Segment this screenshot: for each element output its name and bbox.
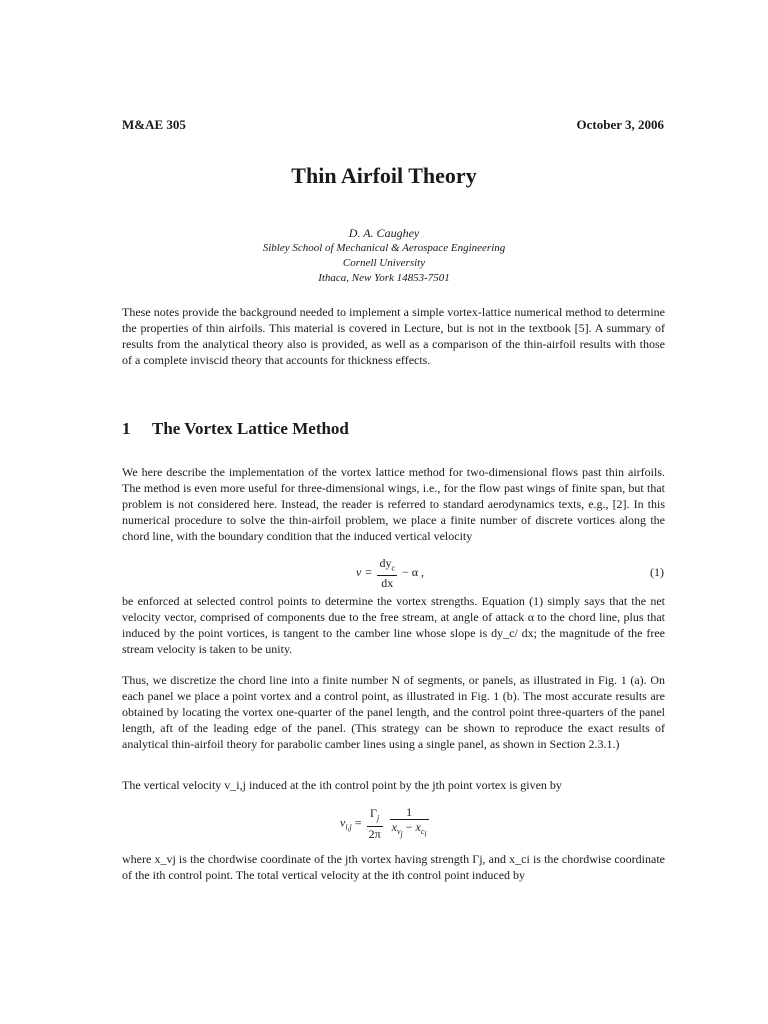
eq1-lhs: v = — [356, 564, 373, 579]
eq2-lhs-sub: i,j — [345, 822, 352, 832]
eq2-f1-denominator: 2π — [368, 826, 381, 841]
eq2-f2-den-a-subsub: j — [400, 829, 403, 839]
body-paragraph-1: We here describe the implementation of the vortex lattice method for two-dimensional flows past thin airfoils. The method is even more useful for three-dimensional wings, i.e., for the flow past wings of finite span, but that problem is not considered here. Instead, the reader is referred to standard aerodynamics texts, e.g., [2]. In this numerical procedure to solve the thin-airfoil problem, we place a finite number of discrete vortices along the chord line, with the boundary condition that the induced vertical velocity — [122, 465, 665, 543]
course-code: M&AE 305 — [122, 117, 186, 132]
eq2-f2-den-a: x — [391, 820, 397, 834]
author-address: Ithaca, New York 14853-7501 — [318, 272, 450, 284]
eq2-lhs: v — [340, 815, 346, 830]
equation-1 — [356, 556, 424, 590]
author-school: Sibley School of Mechanical & Aerospace Engineering — [262, 242, 506, 254]
equation-1-label: (1) — [650, 565, 664, 579]
eq1-fraction — [377, 556, 397, 590]
section-number: 1 — [122, 419, 131, 438]
eq1-rest: − α , — [402, 564, 425, 579]
section-title: The Vortex Lattice Method — [152, 419, 349, 438]
author-university: Cornell University — [342, 257, 426, 269]
eq2-f2-numerator: 1 — [390, 805, 429, 820]
equation-2 — [340, 805, 431, 842]
body-paragraph-2: be enforced at selected control points to determine the vortex strengths. Equation (1) simply says that the net velocity vector, comprised of components due to the free stream, at angle of attack α to the chord line, plus that induced by the point vortices, is tangent to the camber line whose slope is dy_c/ dx; the magnitude of the free stream velocity is taken to be unity. — [122, 594, 665, 656]
eq2-f2-den-b-subsub: i — [424, 829, 427, 839]
section-heading — [122, 419, 349, 439]
eq2-equals: = — [354, 815, 362, 830]
eq2-f2-den-b-sub: c — [420, 827, 425, 837]
body-paragraph-3: Thus, we discretize the chord line into a finite number N of segments, or panels, as illustrated in Fig. 1 (a). On each panel we place a point vortex and a control point, as illustrated in Fig. 1 (b). The most accurate results are obtained by locating the vortex one-quarter of the panel length, and the control point three-quarters of the panel length, aft of the leading edge of the panel. (This strategy can be shown to reproduce the exact results of analytical thin-airfoil theory for parabolic camber lines using a single panel, as shown in Section 2.3.1.) — [122, 673, 665, 751]
eq2-f2-den-a-sub: v — [396, 827, 401, 837]
eq1-numerator: dy — [379, 556, 392, 570]
eq2-f1-numerator-sub: j — [376, 813, 380, 823]
eq2-f1-numerator: Γ — [370, 806, 377, 821]
eq2-f2-den-minus: − — [405, 820, 413, 834]
document-date: October 3, 2006 — [576, 117, 664, 132]
eq2-f2-den-b: x — [415, 820, 421, 834]
eq1-denominator: dx — [381, 576, 394, 591]
abstract-paragraph: These notes provide the background needed to implement a simple vortex-lattice numerical method to determine the properties of thin airfoils. This material is covered in Lecture, but is not in the textbook [5]. A summary of results from the analytical theory also is provided, as well as a comparison of the thin-airfoil results with those of a complete inviscid theory that accounts for thickness effects. — [122, 305, 665, 367]
document-title: Thin Airfoil Theory — [291, 163, 477, 188]
eq2-fraction-1 — [367, 806, 383, 840]
author-name: D. A. Caughey — [348, 226, 420, 240]
eq1-numerator-sub: c — [391, 563, 395, 573]
body-paragraph-4: The vertical velocity v_i,j induced at the ith control point by the jth point vortex is given by — [122, 778, 562, 792]
eq2-fraction-2 — [390, 805, 429, 842]
body-paragraph-5: where x_vj is the chordwise coordinate of the jth vortex having strength Γj, and x_ci is the chordwise coordinate of the ith control point. The total vertical velocity at the ith control point induced by — [122, 852, 665, 882]
